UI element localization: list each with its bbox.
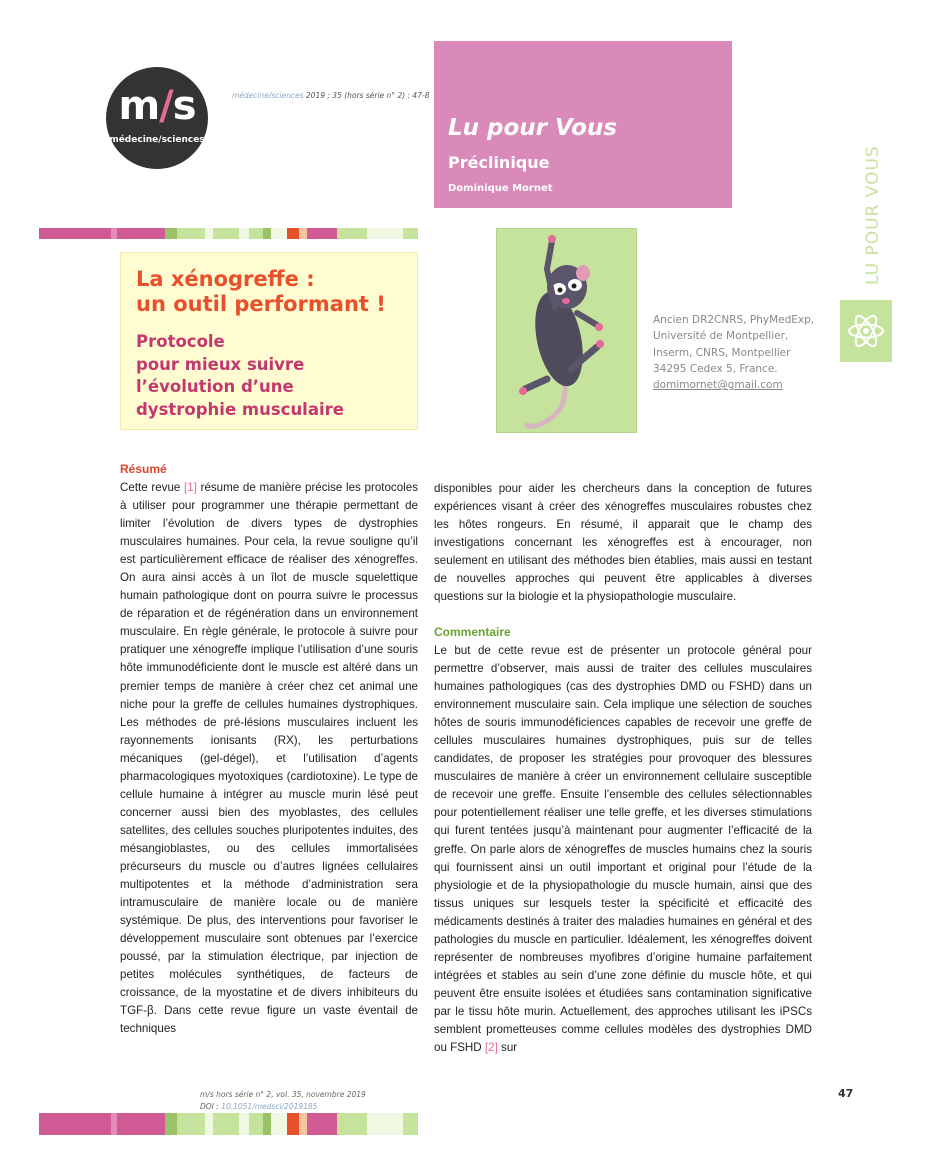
color-strip-top (39, 228, 418, 239)
reference-link-1[interactable]: [1] (184, 481, 197, 494)
author-name: Dominique Mornet (448, 183, 553, 194)
reference-link-2[interactable]: [2] (484, 1041, 498, 1055)
rubric-title: Lu pour Vous (448, 115, 618, 141)
atom-icon (840, 300, 892, 362)
journal-reference (232, 91, 429, 100)
article-title: La xénogreffe : un outil performant ! (136, 267, 386, 316)
journal-volume: 2019 ; 35 (hors série n° 2) : 47-8 (303, 91, 430, 100)
author-affiliation: Ancien DR2CNRS, PhyMedExp, Université de Montpellier, Inserm, CNRS, Montpellier 34295 Cedex 5, France. domimornet@gmail.com (653, 312, 814, 393)
rat-illustration (496, 228, 637, 433)
journal-name: médecine/sciences (232, 91, 304, 100)
side-tab-label: LU POUR VOUS (863, 145, 883, 285)
section-title: Préclinique (448, 153, 550, 172)
rubric-header (434, 41, 732, 208)
resume-heading: Résumé (120, 462, 167, 476)
doi-link[interactable]: 10.1051/medsci/2019185 (221, 1102, 318, 1111)
article-subtitle: Protocole pour mieux suivre l’évolution d’une dystrophie musculaire (136, 332, 344, 419)
color-strip-bottom (39, 1113, 418, 1135)
article-title-box (120, 252, 418, 430)
resume-text-continued: disponibles pour aider les chercheurs dans la conception de futures expériences visant à créer des xénogreffes musculaires robustes chez les hôtes rongeurs. En résumé, il apparait que le champ des investigations concernant les xénogreffes est à encourager, non seulement en utilisant des méthodes bien établies, mais aussi en testant de nouvelles approches qui peuvent être applicables à diverses questions sur la biologie et la physiopathologie musculaire. (434, 482, 812, 604)
page-number: 47 (838, 1087, 854, 1100)
logo-subtitle: médecine/sciences (109, 135, 205, 145)
author-email-link[interactable]: domimornet@gmail.com (653, 379, 783, 392)
commentaire-heading: Commentaire (434, 625, 511, 639)
logo-ms: m/s (118, 83, 196, 129)
resume-text: Cette revue [1] résume de manière précise les protocoles à utiliser pour programmer une thérapie permettant de limiter l’évolution de divers types de dystrophies musculaires humaines. Pour cela, la revue souligne qu’il est particulièrement efficace de réaliser des xénogreffes. On aura ainsi accès à un îlot de muscle squelettique humain pathologique dont on pourra suivre le processus de réparation et de régénération dans un environnement musculaire. En règle générale, le protocole à suivre pour pratiquer une xénogreffe implique l’utilisation d’une souris hôte immunodéficiente dont le muscle est altéré dans un premier temps de manière à créer chez cet animal une niche pour la greffe de cellules humaines dystrophiques. Les méthodes de pré-lésions musculaires incluent les rayonnements ionisants (RX), les perturbations mécaniques (gel-dégel), et l’utilisation d’agents pharmacologiques myotoxiques (cardiotoxine). Le type de cellule humaine à intégrer au muscle murin lésé peut concerner aussi bien des myoblastes, des cellules satellites, des cellules souches pluripotentes induites, des mésangioblastes, ou des cellules immortalisées précurseurs du muscle ou d’autres lignées cellulaires multipotentes et la méthode d’administration sera intramusculaire de manière locale ou de manière systémique. De plus, des interventions pour favoriser le développement musculaire sont obtenues par l’exercice poussé, par la stimulation électrique, par injection de petites molécules synthétiques, de facteurs de croissance, de la myostatine et de divers inhibiteurs du TGF-β. Dans cette revue figure un vaste éventail de techniques (120, 481, 418, 1036)
journal-logo (106, 67, 208, 169)
commentaire-text: Le but de cette revue est de présenter un protocole général pour permettre d’observer, mais aussi de traiter des cellules musculaires humaines pathologiques (cas des dystrophies DMD ou FSHD) dans un environnement musculaire sain. Cela implique une sélection de souches hôtes de souris immunodéficiences capables de recevoir une greffe de cellules musculaires humaines dystrophiques, puis sur de telles candidates, de proposer les stratégies pour provoquer des blessures musculaires de manière à créer un environnement cellulaire susceptible de recevoir une greffe. Ensuite l’ensemble des cellules sélectionnables pour potentiellement réaliser une telle greffe, et les diverses stimulations qui furent tentées jusqu’à maintenant pour augmenter l’efficacité de la greffe. On parle alors de xénogreffes de muscles humains chez la souris qui fournissent ainsi un outil important et original pour l’étude de la physiologie et de la physiopathologie du muscle humain, ainsi que des tissus uniques sur lesquels tester la spécificité et efficacité des médicaments destinés à traiter des maladies humaines en général et des pathologies du muscle en particulier. Idéalement, les xénogreffes doivent représenter de nombreuses myofibres d’origine humaine parfaitement intégrées et stables au sein d’une zone définie du muscle hôte, et qui peuvent être ensuite isolées et étudiées sans contamination significative par le tissu hôte murin. Actuellement, des approches utilisant les iPSCs semblent prometteuses comme cellules modèles des dystrophies DMD ou FSHD [2] sur (434, 644, 812, 1055)
page-footer: m/s hors série n° 2, vol. 35, novembre 2019 DOI : 10.1051/medsci/2019185 (200, 1090, 366, 1111)
